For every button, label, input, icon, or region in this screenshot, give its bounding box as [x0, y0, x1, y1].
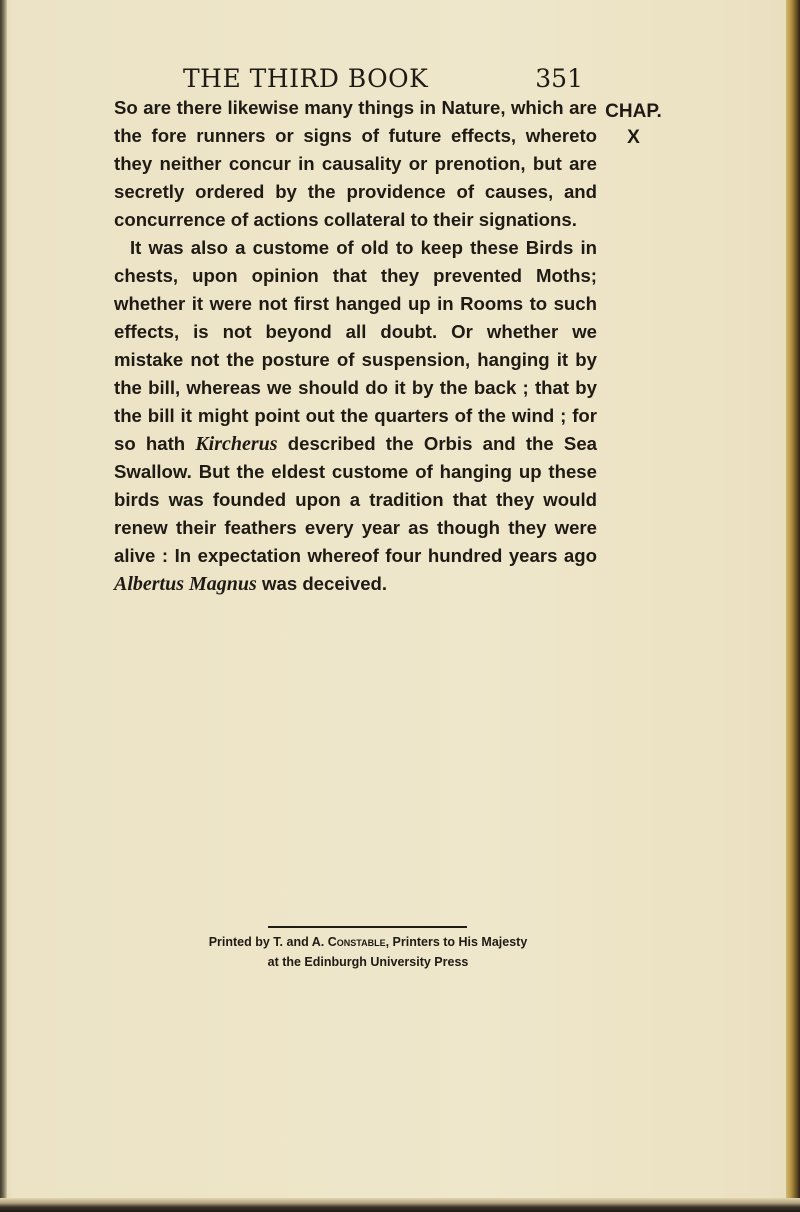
running-title: THE THIRD BOOK — [183, 64, 429, 93]
page-bottom-edge — [0, 1198, 800, 1212]
paragraph-2-text-a: It was also a custome of old to keep these Birds in chests, upon opinion that they prevented Moths; whether it were not first hanged up in Rooms to such effects, is not beyond all doubt. Or whether we mistake not the posture of suspension, hanging it by the bill, whereas we should do it by the back ; that by the bill it might point out the quarters of the wind ; for so hath — [114, 237, 597, 454]
page-number: 351 — [535, 64, 583, 93]
colophon-rule — [268, 926, 467, 928]
colophon — [118, 932, 618, 972]
chapter-label: CHAP. — [605, 101, 662, 122]
name-albertus-magnus: Albertus Magnus — [114, 573, 257, 595]
paragraph-2 — [114, 234, 597, 598]
colophon-line-1 — [118, 932, 618, 952]
colophon-printer-name: Constable — [327, 935, 386, 949]
paragraph-2-text-b: described the Orbis and the Sea Swallow. But the eldest custome of hanging up these birds was founded upon a tradition that they would renew their feathers every year as though they were alive : In expectation whereof four hundred years ago — [114, 433, 597, 566]
binding-gutter — [0, 0, 7, 1212]
colophon-printer-title: , Printers to His Majesty — [385, 935, 528, 949]
colophon-printed-by: Printed by T. and A. — [208, 935, 325, 949]
paragraph-1: So are there likewise many things in Nature, which are the fore runners or signs of future effects, whereto they neither concur in causality or prenotion, but are secretly ordered by the providence of causes, and concurrence of actions collateral to their signations. — [114, 97, 597, 230]
body-text — [114, 94, 597, 598]
page-header — [183, 64, 603, 94]
colophon-line-2: at the Edinburgh University Press — [267, 955, 469, 969]
page-right-edge — [786, 0, 800, 1212]
chapter-number: X — [627, 127, 640, 148]
chapter-margin-note — [596, 99, 671, 151]
paragraph-2-text-c: was deceived. — [262, 573, 388, 594]
name-kircherus: Kircherus — [195, 433, 278, 455]
